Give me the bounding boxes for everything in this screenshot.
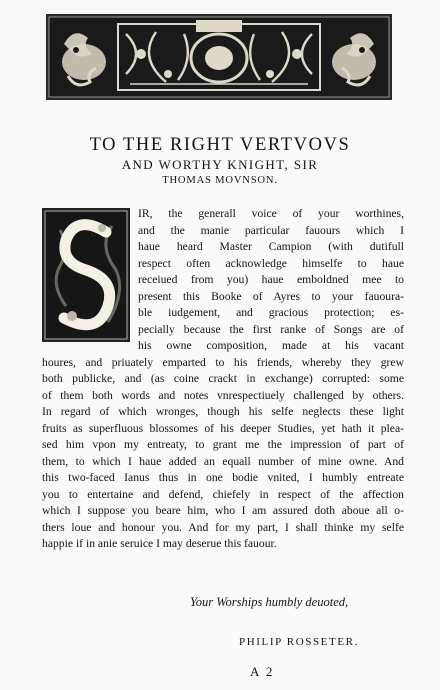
- decorated-initial-s: [42, 208, 130, 342]
- body-line: his owne composition, made at his vacant: [138, 339, 404, 352]
- heading-line-1: TO THE RIGHT VERTVOVS: [89, 135, 351, 155]
- body-line: this two-faced Ianus thus in one bodie vnited, I humbly entreate: [42, 471, 404, 484]
- body-line: them, to which I haue added an equall number of mine owne. And: [42, 454, 404, 468]
- body-line: you to entertaine and defend, chiefely in respect of the affection: [42, 487, 404, 501]
- signature-mark: A 2: [250, 664, 275, 679]
- body-line: of them both words and notes vnrespectiuely challenged by others.: [42, 388, 404, 402]
- heading-line-3: THOMAS MOVNSON.: [162, 175, 278, 186]
- body-line: ble iudgement, and gracious protection; es-: [138, 306, 404, 319]
- ornamental-headpiece: [46, 14, 392, 100]
- body-line: receiued from you) haue emboldned mee to: [138, 273, 404, 286]
- dedication-heading: [0, 134, 440, 188]
- body-line: haue heard Master Campion (with dutifull: [138, 240, 404, 253]
- body-line: fruits as superfluous blossomes of his deeper Studies, yet hath it plea-: [42, 421, 404, 435]
- body-line: IR, the generall voice of your worthines,: [138, 207, 404, 220]
- dedication-body: [42, 206, 404, 553]
- body-line: sed him vpon my entreaty, to grant me the impression of part of: [42, 438, 404, 451]
- body-line: happie if in anie seruice I may deserue this fauour.: [42, 537, 277, 550]
- body-line: both publicke, and (as coine crackt in exchange) corrupted: some: [42, 372, 404, 385]
- body-line: houres, and priuately emparted to his friends, whereby they grew: [42, 355, 404, 369]
- body-line: present this Booke of Ayres to your fauoura-: [138, 289, 404, 303]
- signature: PHILIP ROSSETER.: [239, 636, 359, 648]
- body-line: which I suppose you beare him, who I am assured doth aboue all o-: [42, 504, 404, 517]
- body-line: and the manie particular fauours which I: [138, 223, 404, 237]
- heading-line-2: AND WORTHY KNIGHT, SIR: [121, 157, 319, 172]
- body-line: In regard of which wronges, though his selfe neglects these light: [42, 405, 404, 418]
- signoff: Your Worships humbly deuoted,: [190, 595, 349, 609]
- body-line: thers loue and honour you. And for my part, I shall thinke my selfe: [42, 520, 404, 534]
- body-line: respect often acknowledge himselfe to haue: [138, 256, 404, 270]
- body-line: pecially because the first ranke of Songs are of: [138, 322, 404, 336]
